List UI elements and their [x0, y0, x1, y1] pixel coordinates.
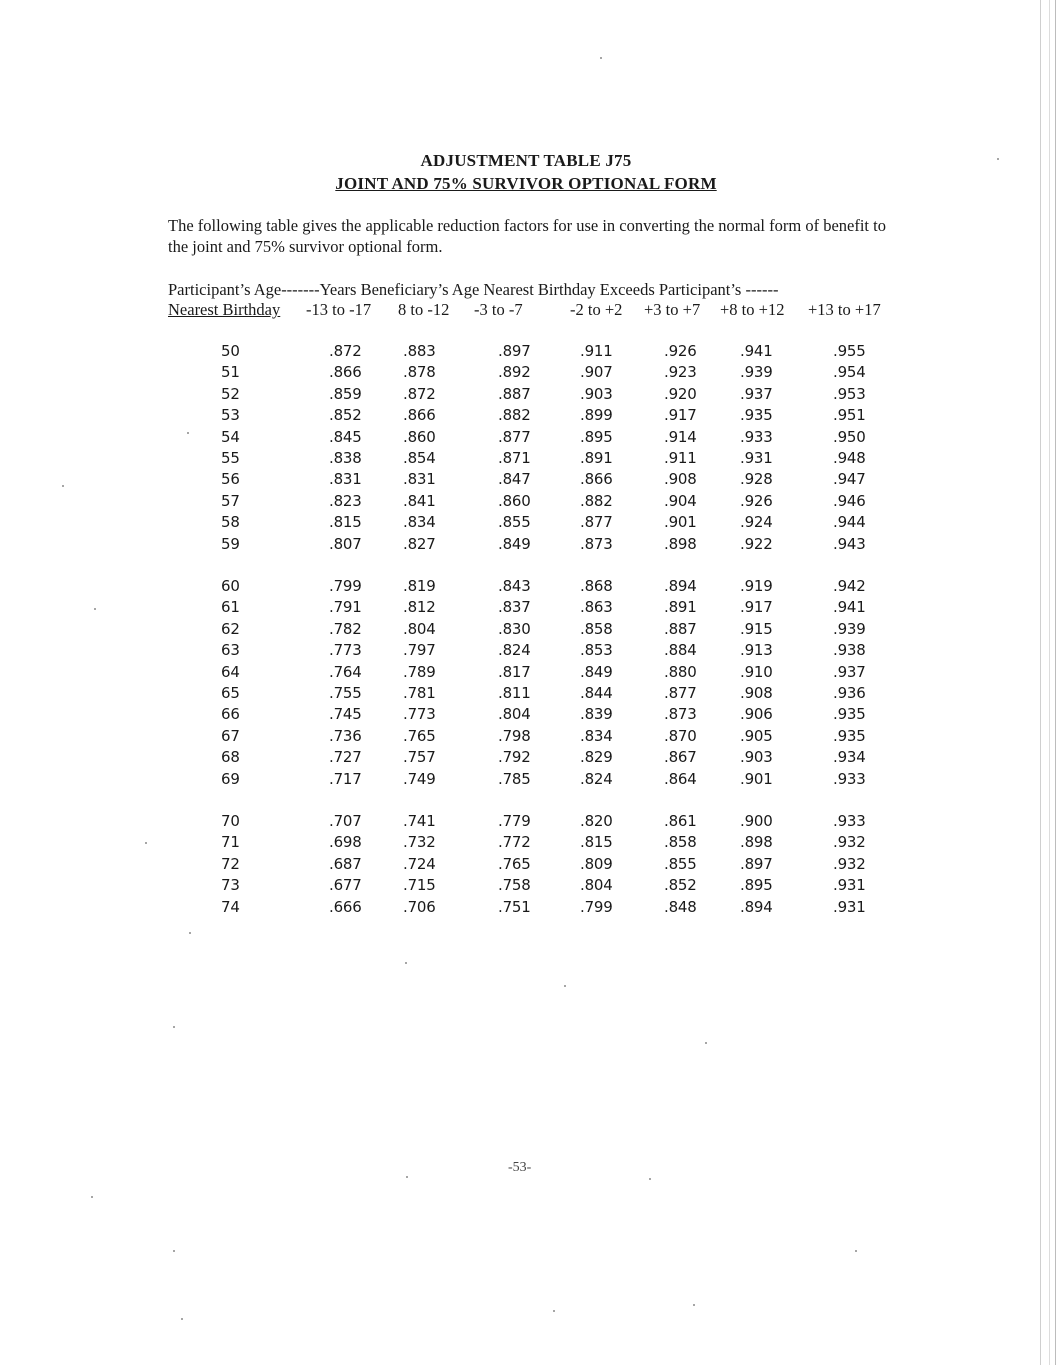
column-header-plus13-to-plus17: +13 to +17	[808, 300, 881, 319]
reduction-factor-cell: .955	[833, 342, 866, 360]
reduction-factor-cell: .791	[329, 598, 362, 617]
reduction-factor-cell: .834	[403, 513, 436, 532]
reduction-factor-cell: .951	[833, 406, 866, 425]
reduction-factor-cell: .877	[580, 513, 613, 532]
participant-age-cell: 65	[221, 683, 240, 702]
intro-paragraph: The following table gives the applicable reduction factors for use in converting the normal form of benefit to the joint and 75% survivor optional form.	[168, 216, 886, 256]
scan-speck	[405, 962, 407, 964]
reduction-factor-cell: .908	[740, 683, 773, 702]
table-row	[0, 770, 1058, 791]
reduction-factor-cell: .917	[740, 598, 773, 617]
reduction-factor-cell: .834	[580, 726, 613, 745]
reduction-factor-cell: .919	[740, 577, 773, 595]
participant-age-cell: 57	[221, 491, 240, 510]
reduction-factor-cell: .831	[329, 470, 362, 489]
reduction-factor-cell: .937	[740, 384, 773, 403]
scan-speck	[564, 985, 566, 987]
reduction-factor-cell: .848	[664, 897, 697, 916]
table-row	[0, 855, 1058, 876]
reduction-factor-cell: .911	[580, 342, 613, 360]
participant-age-cell: 51	[221, 363, 240, 382]
reduction-factor-cell: .687	[329, 854, 362, 873]
reduction-factor-cell: .866	[580, 470, 613, 489]
reduction-factor-cell: .852	[664, 876, 697, 895]
reduction-factor-cell: .807	[329, 534, 362, 553]
reduction-factor-cell: .897	[740, 854, 773, 873]
participant-age-cell: 60	[221, 577, 240, 595]
reduction-factor-cell: .855	[498, 513, 531, 532]
reduction-factor-cell: .941	[833, 598, 866, 617]
table-row	[0, 406, 1058, 427]
participant-age-cell: 58	[221, 513, 240, 532]
table-row	[0, 641, 1058, 662]
reduction-factor-cell: .817	[498, 662, 531, 681]
reduction-factor-cell: .935	[740, 406, 773, 425]
reduction-factor-cell: .772	[498, 833, 531, 852]
reduction-factor-cell: .915	[740, 619, 773, 638]
reduction-factor-cell: .819	[403, 577, 436, 595]
reduction-factor-cell: .736	[329, 726, 362, 745]
reduction-factor-cell: .845	[329, 427, 362, 446]
reduction-factor-cell: .882	[498, 406, 531, 425]
reduction-factor-cell: .878	[403, 363, 436, 382]
reduction-factor-cell: .782	[329, 619, 362, 638]
reduction-factor-cell: .914	[664, 427, 697, 446]
reduction-factor-cell: .781	[403, 683, 436, 702]
reduction-factor-cell: .947	[833, 470, 866, 489]
participant-age-cell: 73	[221, 876, 240, 895]
scan-speck	[649, 1178, 651, 1180]
reduction-factor-cell: .789	[403, 662, 436, 681]
reduction-factor-cell: .866	[403, 406, 436, 425]
reduction-factor-cell: .841	[403, 491, 436, 510]
reduction-factor-cell: .884	[664, 641, 697, 660]
reduction-factor-cell: .853	[580, 641, 613, 660]
reduction-factor-cell: .894	[664, 577, 697, 595]
reduction-factor-cell: .863	[580, 598, 613, 617]
reduction-factor-cell: .894	[740, 897, 773, 916]
reduction-factor-cell: .717	[329, 769, 362, 788]
participant-age-cell: 56	[221, 470, 240, 489]
table-row	[0, 385, 1058, 406]
reduction-factor-cell: .792	[498, 748, 531, 767]
reduction-factor-cell: .849	[580, 662, 613, 681]
reduction-factor-cell: .799	[329, 577, 362, 595]
column-header-plus8-to-plus12: +8 to +12	[720, 300, 785, 319]
reduction-factor-cell: .946	[833, 491, 866, 510]
column-header-8-to-minus12: 8 to -12	[398, 300, 450, 319]
reduction-factor-cell: .749	[403, 769, 436, 788]
reduction-factor-cell: .773	[329, 641, 362, 660]
reduction-factor-cell: .923	[664, 363, 697, 382]
participant-age-cell: 66	[221, 705, 240, 724]
participant-age-cell: 62	[221, 619, 240, 638]
reduction-factor-cell: .934	[833, 748, 866, 767]
reduction-factor-cell: .859	[329, 384, 362, 403]
reduction-factor-cell: .867	[664, 748, 697, 767]
reduction-factor-cell: .831	[403, 470, 436, 489]
reduction-factor-cell: .755	[329, 683, 362, 702]
table-row-group	[0, 812, 1058, 919]
participant-age-cell: 74	[221, 897, 240, 916]
table-row	[0, 470, 1058, 491]
reduction-factor-cell: .837	[498, 598, 531, 617]
reduction-factor-cell: .936	[833, 683, 866, 702]
table-row	[0, 363, 1058, 384]
reduction-factor-cell: .727	[329, 748, 362, 767]
reduction-factor-cell: .838	[329, 448, 362, 467]
reduction-factor-cell: .871	[498, 448, 531, 467]
table-row	[0, 876, 1058, 897]
reduction-factor-cell: .844	[580, 683, 613, 702]
reduction-factor-cell: .870	[664, 726, 697, 745]
table-row-group	[0, 577, 1058, 791]
reduction-factor-cell: .931	[833, 876, 866, 895]
table-row	[0, 535, 1058, 556]
reduction-factor-cell: .898	[740, 833, 773, 852]
table-row	[0, 727, 1058, 748]
reduction-factor-cell: .935	[833, 726, 866, 745]
participant-age-cell: 68	[221, 748, 240, 767]
participant-age-cell: 55	[221, 448, 240, 467]
scan-speck	[91, 1196, 93, 1198]
table-row	[0, 513, 1058, 534]
reduction-factor-cell: .882	[580, 491, 613, 510]
table-row	[0, 898, 1058, 919]
reduction-factor-cell: .905	[740, 726, 773, 745]
reduction-factor-cell: .839	[580, 705, 613, 724]
reduction-factor-cell: .897	[498, 342, 531, 360]
table-row	[0, 428, 1058, 449]
reduction-factor-cell: .868	[580, 577, 613, 595]
scan-speck	[406, 1176, 408, 1178]
reduction-factor-cell: .906	[740, 705, 773, 724]
reduction-factor-cell: .932	[833, 833, 866, 852]
reduction-factor-cell: .861	[664, 812, 697, 830]
reduction-factor-cell: .858	[580, 619, 613, 638]
reduction-factor-cell: .765	[498, 854, 531, 873]
reduction-factor-cell: .866	[329, 363, 362, 382]
reduction-factor-cell: .824	[498, 641, 531, 660]
participant-age-cell: 67	[221, 726, 240, 745]
reduction-factor-cell: .757	[403, 748, 436, 767]
reduction-factor-cell: .745	[329, 705, 362, 724]
reduction-factor-cell: .815	[329, 513, 362, 532]
reduction-factor-cell: .732	[403, 833, 436, 852]
table-row	[0, 577, 1058, 598]
reduction-factor-cell: .765	[403, 726, 436, 745]
reduction-factor-cell: .815	[580, 833, 613, 852]
participant-age-cell: 71	[221, 833, 240, 852]
reduction-factor-cell: .939	[740, 363, 773, 382]
reduction-factor-cell: .928	[740, 470, 773, 489]
participant-age-cell: 70	[221, 812, 240, 830]
reduction-factor-cell: .937	[833, 662, 866, 681]
reduction-factor-cell: .920	[664, 384, 697, 403]
reduction-factor-cell: .922	[740, 534, 773, 553]
reduction-factor-cell: .892	[498, 363, 531, 382]
reduction-factor-cell: .820	[580, 812, 613, 830]
reduction-factor-cell: .764	[329, 662, 362, 681]
reduction-factor-cell: .798	[498, 726, 531, 745]
table-row	[0, 705, 1058, 726]
reduction-factor-cell: .903	[580, 384, 613, 403]
table-row	[0, 492, 1058, 513]
reduction-factor-cell: .855	[664, 854, 697, 873]
table-subtitle: JOINT AND 75% SURVIVOR OPTIONAL FORM	[335, 174, 717, 193]
reduction-factor-cell: .895	[740, 876, 773, 895]
reduction-factor-cell: .904	[664, 491, 697, 510]
reduction-factor-cell: .926	[740, 491, 773, 510]
column-header-minus3-to-minus7: -3 to -7	[474, 300, 523, 319]
scan-speck	[181, 1318, 183, 1320]
reduction-factor-cell: .910	[740, 662, 773, 681]
reduction-factor-cell: .873	[580, 534, 613, 553]
table-title: ADJUSTMENT TABLE J75	[420, 151, 632, 170]
reduction-factor-cell: .891	[664, 598, 697, 617]
reduction-factor-cell: .898	[664, 534, 697, 553]
reduction-factor-cell: .938	[833, 641, 866, 660]
reduction-factor-cell: .864	[664, 769, 697, 788]
reduction-factor-cell: .804	[580, 876, 613, 895]
reduction-factor-cell: .812	[403, 598, 436, 617]
reduction-factor-cell: .779	[498, 812, 531, 830]
reduction-factor-cell: .677	[329, 876, 362, 895]
table-row	[0, 449, 1058, 470]
reduction-factor-cell: .799	[580, 897, 613, 916]
page-number: -53-	[508, 1160, 532, 1175]
reduction-factor-cell: .900	[740, 812, 773, 830]
participant-age-cell: 52	[221, 384, 240, 403]
reduction-factor-cell: .829	[580, 748, 613, 767]
reduction-factor-cell: .830	[498, 619, 531, 638]
reduction-factor-cell: .887	[498, 384, 531, 403]
reduction-factor-cell: .811	[498, 683, 531, 702]
reduction-factor-cell: .903	[740, 748, 773, 767]
reduction-factor-cell: .895	[580, 427, 613, 446]
reduction-factor-cell: .741	[403, 812, 436, 830]
column-group-header: Participant’s Age-------Years Beneficiary’s Age Nearest Birthday Exceeds Participant’s ------	[168, 280, 779, 299]
reduction-factor-cell: .911	[664, 448, 697, 467]
reduction-factor-cell: .932	[833, 854, 866, 873]
reduction-factor-cell: .877	[498, 427, 531, 446]
participant-age-cell: 54	[221, 427, 240, 446]
reduction-factor-cell: .860	[498, 491, 531, 510]
reduction-factor-cell: .880	[664, 662, 697, 681]
reduction-factor-cell: .827	[403, 534, 436, 553]
reduction-factor-cell: .950	[833, 427, 866, 446]
reduction-factor-cell: .954	[833, 363, 866, 382]
table-row	[0, 833, 1058, 854]
participant-age-cell: 64	[221, 662, 240, 681]
reduction-factor-cell: .931	[833, 897, 866, 916]
column-header-plus3-to-plus7: +3 to +7	[644, 300, 701, 319]
reduction-factor-cell: .953	[833, 384, 866, 403]
scan-speck	[855, 1250, 857, 1252]
reduction-factor-cell: .877	[664, 683, 697, 702]
table-row	[0, 812, 1058, 833]
reduction-factor-cell: .891	[580, 448, 613, 467]
reduction-factor-cell: .751	[498, 897, 531, 916]
reduction-factor-cell: .933	[833, 812, 866, 830]
reduction-factor-cell: .724	[403, 854, 436, 873]
column-header-minus2-to-plus2: -2 to +2	[570, 300, 623, 319]
reduction-factor-cell: .931	[740, 448, 773, 467]
participant-age-cell: 63	[221, 641, 240, 660]
scan-speck	[600, 57, 602, 59]
reduction-factor-cell: .926	[664, 342, 697, 360]
reduction-factor-cell: .804	[498, 705, 531, 724]
scan-speck	[693, 1304, 695, 1306]
participant-age-cell: 69	[221, 769, 240, 788]
reduction-factor-cell: .854	[403, 448, 436, 467]
scan-speck	[553, 1310, 555, 1312]
reduction-factor-cell: .873	[664, 705, 697, 724]
reduction-factor-cell: .913	[740, 641, 773, 660]
participant-age-cell: 59	[221, 534, 240, 553]
participant-age-cell: 50	[221, 342, 240, 360]
reduction-factor-cell: .941	[740, 342, 773, 360]
reduction-factor-cell: .887	[664, 619, 697, 638]
table-row	[0, 748, 1058, 769]
reduction-factor-cell: .843	[498, 577, 531, 595]
scan-speck	[173, 1250, 175, 1252]
column-header-minus13-to-minus17: -13 to -17	[306, 300, 372, 319]
reduction-factor-cell: .924	[740, 513, 773, 532]
reduction-factor-cell: .939	[833, 619, 866, 638]
column-header-nearest-birthday: Nearest Birthday	[168, 300, 281, 319]
reduction-factor-cell: .824	[580, 769, 613, 788]
reduction-factor-cell: .908	[664, 470, 697, 489]
reduction-factor-cell: .706	[403, 897, 436, 916]
table-row	[0, 663, 1058, 684]
reduction-factor-cell: .758	[498, 876, 531, 895]
participant-age-cell: 72	[221, 854, 240, 873]
reduction-factor-cell: .872	[329, 342, 362, 360]
reduction-factor-cell: .698	[329, 833, 362, 852]
reduction-factor-cell: .933	[833, 769, 866, 788]
reduction-factor-cell: .773	[403, 705, 436, 724]
scan-speck	[189, 932, 191, 934]
reduction-factor-cell: .852	[329, 406, 362, 425]
reduction-factor-cell: .715	[403, 876, 436, 895]
reduction-factor-cell: .901	[664, 513, 697, 532]
reduction-factor-cell: .666	[329, 897, 362, 916]
reduction-factor-cell: .707	[329, 812, 362, 830]
reduction-factor-cell: .858	[664, 833, 697, 852]
scan-speck	[173, 1026, 175, 1028]
table-row	[0, 342, 1058, 363]
reduction-factor-cell: .901	[740, 769, 773, 788]
reduction-factor-cell: .809	[580, 854, 613, 873]
reduction-factor-cell: .847	[498, 470, 531, 489]
reduction-factor-cell: .933	[740, 427, 773, 446]
reduction-factor-cell: .823	[329, 491, 362, 510]
reduction-factor-cell: .899	[580, 406, 613, 425]
reduction-factor-cell: .785	[498, 769, 531, 788]
reduction-factor-cell: .849	[498, 534, 531, 553]
reduction-factor-cell: .935	[833, 705, 866, 724]
reduction-factor-cell: .942	[833, 577, 866, 595]
table-row	[0, 598, 1058, 619]
reduction-factor-cell: .907	[580, 363, 613, 382]
table-row-group	[0, 342, 1058, 556]
table-row	[0, 620, 1058, 641]
participant-age-cell: 61	[221, 598, 240, 617]
reduction-factor-cell: .948	[833, 448, 866, 467]
reduction-factor-cell: .883	[403, 342, 436, 360]
reduction-factor-cell: .917	[664, 406, 697, 425]
reduction-factor-cell: .944	[833, 513, 866, 532]
table-row	[0, 684, 1058, 705]
reduction-factor-cell: .943	[833, 534, 866, 553]
reduction-factor-cell: .860	[403, 427, 436, 446]
reduction-factor-cell: .797	[403, 641, 436, 660]
reduction-factor-cell: .804	[403, 619, 436, 638]
scan-speck	[705, 1042, 707, 1044]
reduction-factor-cell: .872	[403, 384, 436, 403]
participant-age-cell: 53	[221, 406, 240, 425]
